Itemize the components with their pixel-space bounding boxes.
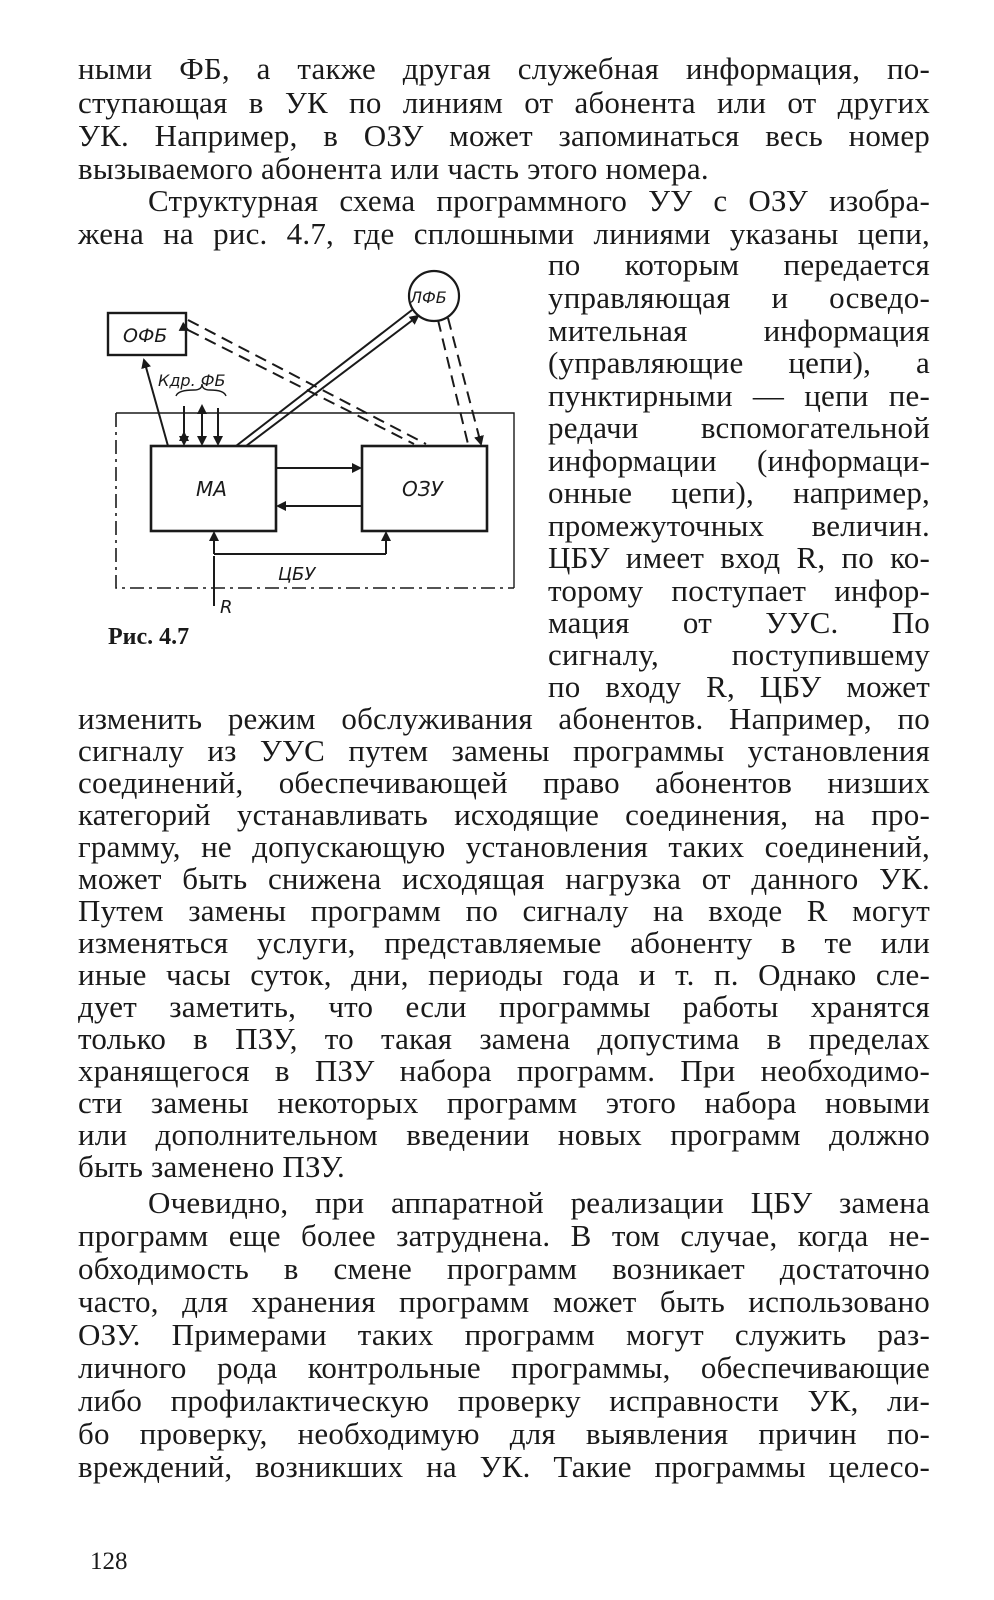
- ma-label: МА: [196, 477, 227, 501]
- text-line: программ еще более затруднена. В том случае, когда не-: [78, 1218, 930, 1253]
- page-number: 128: [90, 1548, 128, 1575]
- figure-caption: Рис. 4.7: [108, 624, 190, 650]
- text-line: торому поступает инфор-: [548, 573, 930, 608]
- text-line: онные цепи), например,: [548, 475, 930, 510]
- text-line: жена на рис. 4.7, где сплошными линиями указаны цепи,: [78, 216, 930, 251]
- text-line: изменить режим обслуживания абонентов. Например, по: [78, 701, 930, 736]
- text-line: редачи вспомогательной: [548, 410, 930, 445]
- text-line: сигналу, поступившему: [548, 637, 930, 672]
- figure-4-7: [96, 258, 536, 628]
- cbu-label: ЦБУ: [278, 564, 316, 585]
- text-line: дует заметить, что если программы работы хранятся: [78, 989, 930, 1024]
- ozu-label: ОЗУ: [402, 477, 443, 501]
- lfb-label: ЛФБ: [410, 288, 447, 307]
- r-input-label: R: [220, 597, 233, 618]
- text-line: изменяться услуги, представляемые абоненту в те или: [78, 925, 930, 960]
- text-line: сигналу из УУС путем замены программы установления: [78, 733, 930, 768]
- text-line: информации (информаци-: [548, 443, 930, 478]
- text-line: иные часы суток, дни, периоды года и т. п. Однако сле-: [78, 957, 930, 992]
- text-line: категорий устанавливать исходящие соединения, на про-: [78, 797, 930, 832]
- text-line: ЦБУ имеет вход R, по ко-: [548, 540, 930, 575]
- text-line: вызываемого абонента или часть этого номера.: [78, 151, 709, 186]
- outer-frame: [116, 413, 514, 588]
- text-line: быть заменено ПЗУ.: [78, 1149, 345, 1184]
- block-diagram: [96, 258, 536, 628]
- text-line: (управляющие цепи), а: [548, 345, 930, 380]
- text-line: может быть снижена исходящая нагрузка от данного УК.: [78, 861, 930, 896]
- text-line: ными ФБ, а также другая служебная информация, по-: [78, 51, 930, 86]
- text-line: Очевидно, при аппаратной реализации ЦБУ замена: [148, 1185, 930, 1220]
- text-line: по входу R, ЦБУ может: [548, 669, 930, 704]
- text-line: мация от УУС. По: [548, 605, 930, 640]
- text-line: пунктирными — цепи пе-: [548, 378, 930, 413]
- text-line: ступающая в УК по линиям от абонента или от других: [78, 85, 930, 120]
- text-line: грамму, не допускающую установления таких соединений,: [78, 829, 930, 864]
- text-line: сти замены некоторых программ этого набора новыми: [78, 1085, 930, 1120]
- kdr-fb-label: Кдр. ФБ: [158, 371, 226, 390]
- text-line: мительная информация: [548, 313, 930, 348]
- text-line: обходимость в смене программ возникает достаточно: [78, 1251, 930, 1286]
- outer-frame-top: [116, 413, 514, 588]
- text-line: часто, для хранения программ может быть использовано: [78, 1284, 930, 1319]
- text-line: Структурная схема программного УУ с ОЗУ изобра-: [148, 183, 930, 218]
- text-line: по которым передается: [548, 247, 930, 282]
- text-line: бо проверку, необходимую для выявления причин по-: [78, 1416, 930, 1451]
- text-line: УК. Например, в ОЗУ может запоминаться весь номер: [78, 118, 930, 153]
- text-line: соединений, обеспечивающей право абонентов низших: [78, 765, 930, 800]
- text-line: ОЗУ. Примерами таких программ могут служить раз-: [78, 1317, 930, 1352]
- ofb-label: ОФБ: [123, 325, 168, 347]
- text-line: управляющая и осведо-: [548, 280, 930, 315]
- text-line: Путем замены программ по сигналу на входе R могут: [78, 893, 930, 928]
- text-line: только в ПЗУ, то такая замена допустима в пределах: [78, 1021, 930, 1056]
- text-line: личного рода контрольные программы, обеспечивающие: [78, 1350, 930, 1385]
- text-line: промежуточных величин.: [548, 508, 930, 543]
- text-line: либо профилактическую проверку исправности УК, ли-: [78, 1383, 930, 1418]
- text-line: или дополнительном введении новых программ должно: [78, 1117, 930, 1152]
- text-line: вреждений, возникших на УК. Такие программы целесо-: [78, 1449, 930, 1484]
- text-line: хранящегося в ПЗУ набора программ. При необходимо-: [78, 1053, 930, 1088]
